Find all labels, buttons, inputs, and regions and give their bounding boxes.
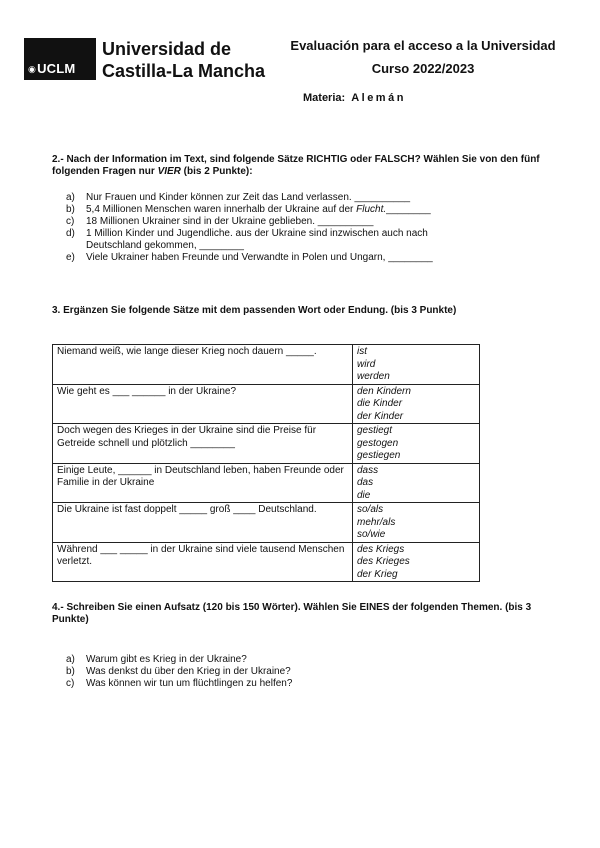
question-4-topics (66, 654, 486, 690)
options-cell: dass das die (353, 463, 480, 503)
question-2-statements (66, 192, 486, 264)
sentence-cell: Niemand weiß, wie lange dieser Krieg noch dauern _____. (53, 345, 353, 385)
list-item: a) Nur Frauen und Kinder können zur Zeit das Land verlassen. __________ (66, 192, 411, 203)
list-item: c) 18 Millionen Ukrainer sind in der Ukraine geblieben. __________ (66, 216, 374, 227)
table-row (53, 345, 480, 385)
sentence-cell: Die Ukraine ist fast doppelt _____ groß ____ Deutschland. (53, 503, 353, 543)
list-item: b) Was denkst du über den Krieg in der Ukraine? (66, 666, 291, 677)
subject-value: Alemán (351, 92, 406, 104)
list-item: c) Was können wir tun um flüchtlingen zu helfen? (66, 678, 293, 689)
options-cell: den Kindern die Kinder der Kinder (353, 384, 480, 424)
sentence-cell: Einige Leute, ______ in Deutschland leben, haben Freunde oder Familie in der Ukraine (53, 463, 353, 503)
uclm-logo (24, 38, 96, 80)
options-cell: so/als mehr/als so/wie (353, 503, 480, 543)
list-item: d) 1 Million Kinder und Jugendliche. aus der Ukraine sind inzwischen auch nach Deutschland gekommen, ________ (66, 228, 428, 251)
list-item: a) Warum gibt es Krieg in der Ukraine? (66, 654, 247, 665)
course-year: Curso 2022/2023 (371, 61, 475, 76)
question-4-title: 4.- Schreiben Sie einen Aufsatz (120 bis 150 Wörter). Wählen Sie EINES der folgenden Themen. (bis 3 Punkte) (52, 602, 532, 625)
logo-wordmark: ◉UCLM (28, 61, 76, 76)
table-row (53, 424, 480, 464)
sentence-cell: Während ___ _____ in der Ukraine sind viele tausend Menschen verletzt. (53, 542, 353, 582)
options-cell: gestiegt gestogen gestiegen (353, 424, 480, 464)
subject-line: Materia: Alemán (303, 92, 406, 104)
question-2-title: 2.- Nach der Information im Text, sind folgende Sätze RICHTIG oder FALSCH? Wählen Sie von den fünf folgenden Fragen nur VIER (bis 2 Punkte): (52, 154, 540, 177)
exam-title: Evaluación para el acceso a la Universidad (290, 38, 556, 53)
options-cell: ist wird werden (353, 345, 480, 385)
list-item: e) Viele Ukrainer haben Freunde und Verwandte in Polen und Ungarn, ________ (66, 252, 433, 263)
exam-header (270, 38, 576, 76)
sentence-cell: Wie geht es ___ ______ in der Ukraine? (53, 384, 353, 424)
table-row (53, 384, 480, 424)
owl-icon: ◉ (28, 64, 37, 74)
sentence-cell: Doch wegen des Krieges in der Ukraine sind die Preise für Getreide schnell und plötzlich ________ (53, 424, 353, 464)
options-cell: des Kriegs des Krieges der Krieg (353, 542, 480, 582)
list-item: b) 5,4 Millionen Menschen waren innerhalb der Ukraine auf der Flucht.________ (66, 204, 431, 215)
table-row (53, 463, 480, 503)
fill-in-table (52, 344, 480, 582)
table-row (53, 503, 480, 543)
table-row (53, 542, 480, 582)
question-3-title: 3. Ergänzen Sie folgende Sätze mit dem passenden Wort oder Endung. (bis 3 Punkte) (52, 305, 457, 316)
university-name: Universidad de Castilla-La Mancha (102, 39, 266, 81)
